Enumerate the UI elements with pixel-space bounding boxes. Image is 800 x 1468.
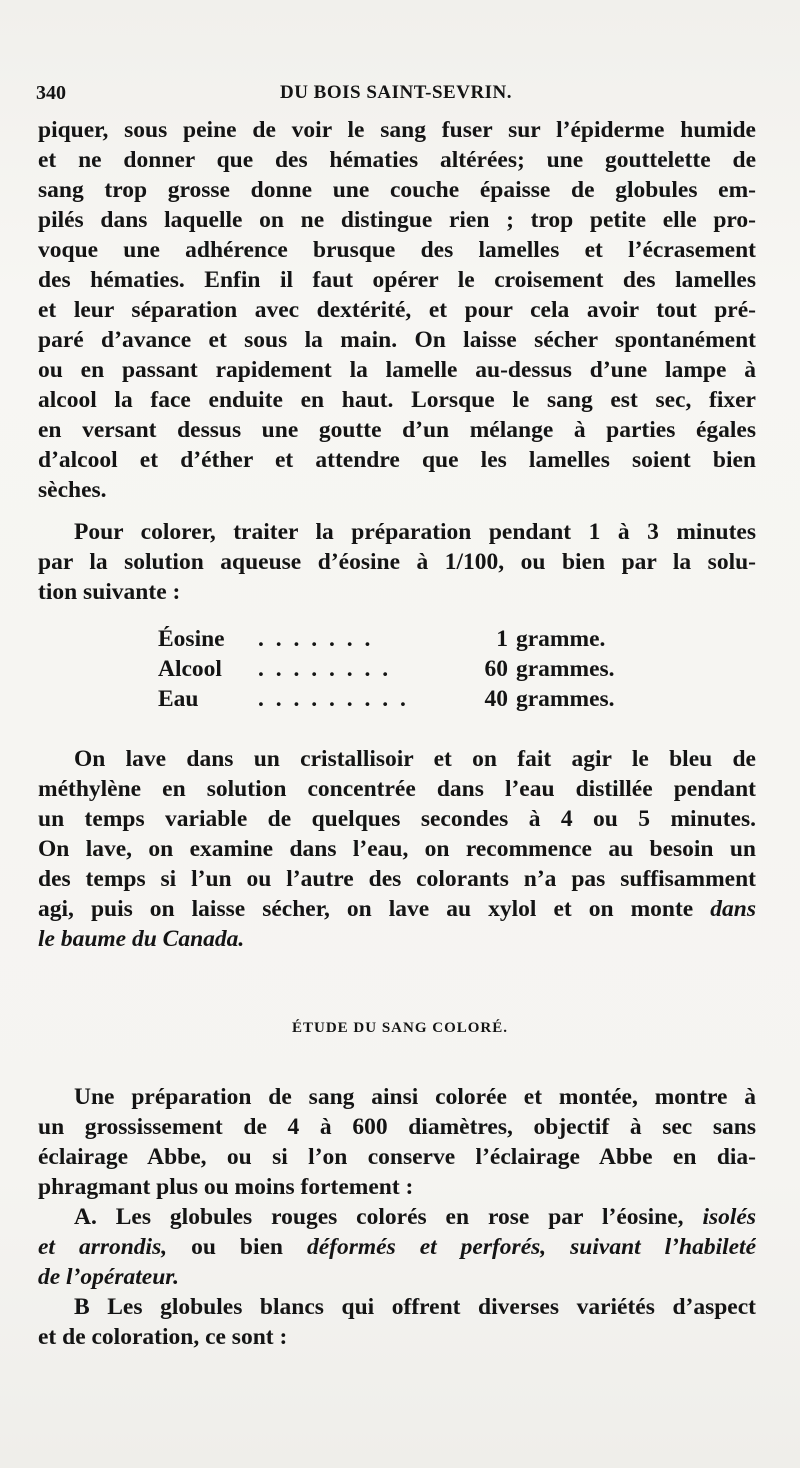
- text-line: pilés dans laquelle on ne distingue rien ; trop petite elle pro-: [38, 207, 756, 233]
- paragraph-2: [38, 517, 756, 607]
- leader-dots: . . . . . . .: [258, 626, 374, 652]
- text-fragment: ou bien: [191, 1234, 283, 1260]
- italic-text: déformés et perforés, suivant l’habileté: [306, 1234, 756, 1260]
- text-line: éclairage Abbe, ou si l’on conserve l’éclairage Abbe en dia-: [38, 1144, 756, 1170]
- text-fragment: agi, puis on laisse sécher, on lave au xylol et on monte: [38, 896, 694, 922]
- text-line: de l’opérateur.: [38, 1264, 179, 1290]
- text-line: méthylène en solution concentrée dans l’eau distillée pendant: [38, 776, 756, 802]
- text-line: et leur séparation avec dextérité, et pour cela avoir tout pré-: [38, 297, 756, 323]
- recipe-row: [158, 684, 638, 714]
- running-head: [36, 82, 756, 112]
- text-line: un grossissement de 4 à 600 diamètres, objectif à sec sans: [38, 1114, 756, 1140]
- leader-dots: . . . . . . . . .: [258, 686, 409, 712]
- italic-text: et arrondis,: [38, 1234, 168, 1260]
- text-line: en versant dessus une goutte d’un mélange à parties égales: [38, 417, 756, 443]
- text-line: [38, 894, 756, 924]
- text-line: alcool la face enduite en haut. Lorsque le sang est sec, fixer: [38, 387, 756, 413]
- ingredient-name: Alcool: [158, 656, 222, 682]
- text-line: phragmant plus ou moins fortement :: [38, 1174, 414, 1200]
- italic-text: isolés: [702, 1204, 756, 1230]
- text-line: et ne donner que des hématies altérées; une gouttelette de: [38, 147, 756, 173]
- text-line: [38, 1232, 756, 1262]
- ingredient-quantity: 60: [484, 656, 508, 682]
- text-line: tion suivante :: [38, 579, 181, 605]
- text-line: paré d’avance et sous la main. On laisse sécher spontanément: [38, 327, 756, 353]
- recipe-table: [158, 624, 638, 714]
- text-line: B Les globules blancs qui offrent diverses variétés d’aspect: [74, 1294, 756, 1320]
- text-line: un temps variable de quelques secondes à 4 ou 5 minutes.: [38, 806, 756, 832]
- ingredient-unit: gramme.: [516, 626, 606, 652]
- text-line: et de coloration, ce sont :: [38, 1324, 288, 1350]
- italic-text: dans: [710, 896, 756, 922]
- text-line: par la solution aqueuse d’éosine à 1/100, ou bien par la solu-: [38, 549, 756, 575]
- page-number: 340: [36, 82, 66, 104]
- section-heading: ÉTUDE DU SANG COLORÉ.: [291, 1020, 509, 1036]
- text-line: piquer, sous peine de voir le sang fuser sur l’épiderme humide: [38, 117, 756, 143]
- text-line: Une préparation de sang ainsi colorée et montée, montre à: [74, 1084, 756, 1110]
- recipe-row: [158, 624, 638, 654]
- text-line: le baume du Canada.: [38, 926, 245, 952]
- ingredient-unit: grammes.: [516, 656, 615, 682]
- ingredient-unit: grammes.: [516, 686, 615, 712]
- text-line: voque une adhérence brusque des lamelles et l’écrasement: [38, 237, 756, 263]
- ingredient-quantity: 1: [496, 626, 508, 652]
- text-line: sèches.: [38, 477, 107, 503]
- text-line: d’alcool et d’éther et attendre que les lamelles soient bien: [38, 447, 756, 473]
- text-fragment: A. Les globules rouges colorés en rose par l’éosine,: [74, 1204, 684, 1230]
- paragraph-1: [38, 115, 756, 505]
- text-line: ou en passant rapidement la lamelle au-dessus d’une lampe à: [38, 357, 756, 383]
- text-line: Pour colorer, traiter la préparation pendant 1 à 3 minutes: [74, 519, 756, 545]
- text-line: On lave dans un cristallisoir et on fait agir le bleu de: [74, 746, 756, 772]
- text-line: On lave, on examine dans l’eau, on recommence au besoin un: [38, 836, 756, 862]
- recipe-row: [158, 654, 638, 684]
- running-title: DU BOIS SAINT-SEVRIN.: [279, 82, 513, 103]
- ingredient-name: Éosine: [158, 626, 225, 652]
- ingredient-name: Eau: [158, 686, 199, 712]
- text-line: des temps si l’un ou l’autre des colorants n’a pas suffisamment: [38, 866, 756, 892]
- paragraph-4: [38, 1082, 756, 1352]
- leader-dots: . . . . . . . .: [258, 656, 392, 682]
- text-line: sang trop grosse donne une couche épaisse de globules em-: [38, 177, 756, 203]
- ingredient-quantity: 40: [484, 686, 508, 712]
- paragraph-3: [38, 744, 756, 954]
- text-line: [38, 1202, 756, 1232]
- text-line: des hématies. Enfin il faut opérer le croisement des lamelles: [38, 267, 756, 293]
